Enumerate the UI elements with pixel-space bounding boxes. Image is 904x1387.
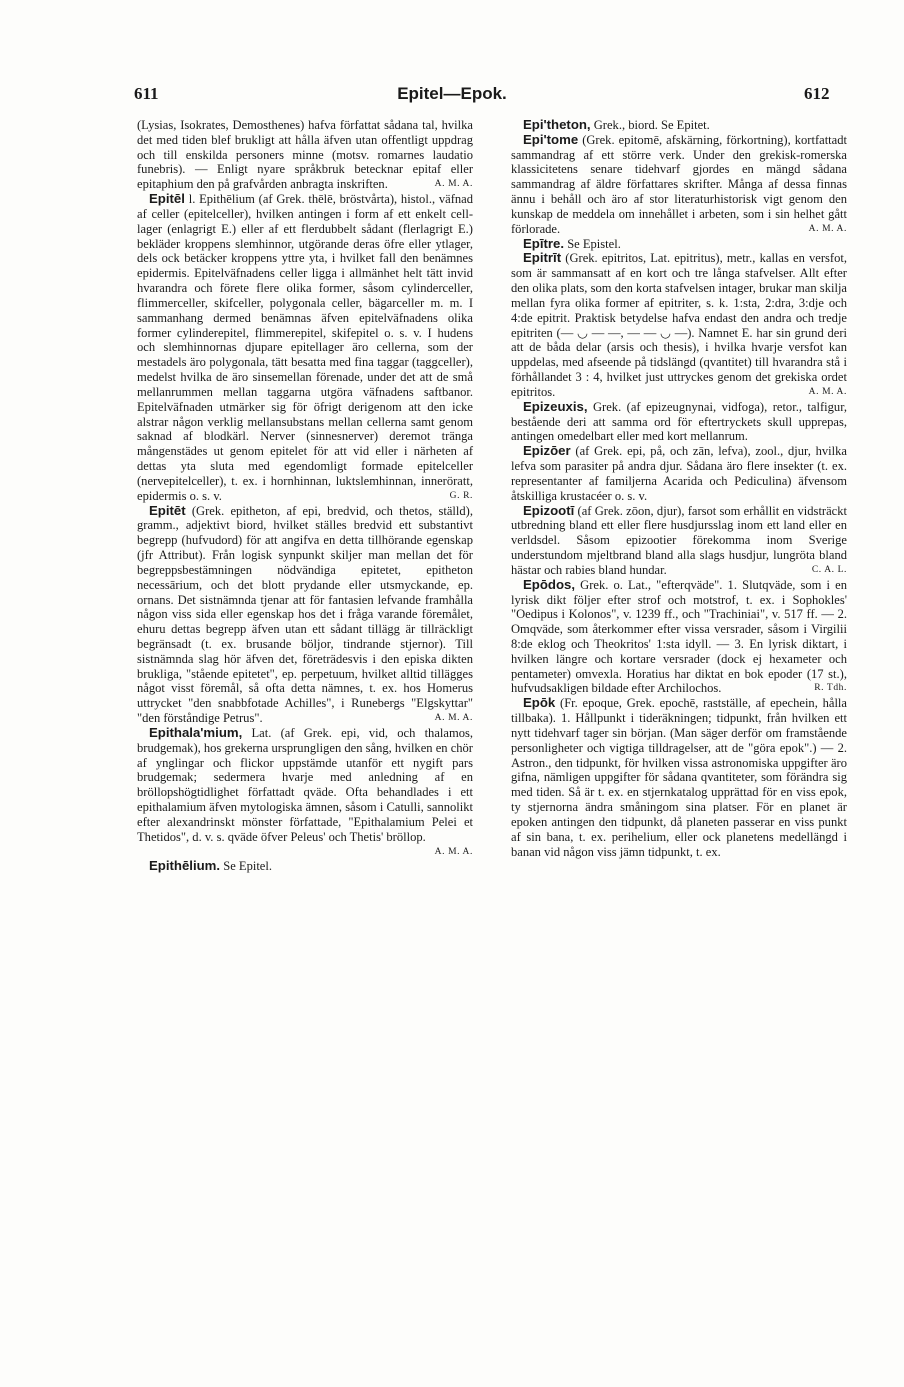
entry-epitome [511,133,847,237]
entry-text: (Lysias, Isokrates, Demosthenes) hafva författat sådana tal, hvilka det med tiden blef brukligt att hålla äfven utan offentligt uppdrag och till enskilda personers minne (motsv. romarnes laudatio funebris). — Enligt nyare språkbruk betecknar epitaf eller epitaphium den på grafvården anbragta inskriften. [137,118,473,192]
entry-text: Se Epitel. [223,859,273,874]
entry-text: (af Grek. zōon, djur), farsot som erhållit en vidsträckt utbredning bland ett eller flere husdjursslag inom ett land eller en verldsdel. Såsom epizootier förekomma inom Sverige understundom mjeltbrand bland alla slags husdjur, lungröta bland hästar och rabies bland hundar. [511,503,848,577]
entry-epizooti [511,504,847,578]
entry-epitel [137,192,473,503]
left-page-number: 611 [134,84,159,103]
right-column [511,118,847,859]
entry-epok [511,696,847,859]
entry-epitet [137,504,473,726]
author-signature: R. Tdh. [814,683,847,694]
entry-text: (af Grek. epi, på, och zān, lefva), zool., djur, hvilka lefva som parasiter på andra djur. Sådana äro flere insekter (t. ex. representanter af familjerna Acarida och Pediculina) äfvensom åtskilliga krustacéer o. s. v. [511,444,847,503]
author-signature: A. M. A. [434,713,473,724]
running-header [0,84,904,108]
header-title: Epitel—Epok. [397,84,507,103]
entry-continuation [137,118,473,192]
entry-epitre [511,237,847,252]
entry-epizoer [511,444,847,503]
entry-text: Lat. (af Grek. epi, vid, och thalamos, brudgemak), hos grekerna ursprungligen den sång, hvilken en chör af ynglingar och flickor uppstämde utanför ett nygift pars brudgemak; sedermera hvarje med anledning af en bröllopshögtidlighet författadt qväde. Ofta behandlades i ett epithalamium äfven mytologiska ämnen, såsom i Catulli, sannolikt efter alexandrinskt mönster författade, "Epithalamium Pelei et Thetidos", d. v. s. qväde öfver Peleus' och Thetis' bröllop. [137,725,474,844]
entry-text: (Grek. epitritos, Lat. epitritus), metr., kallas en versfot, som är sammansatt af en kort och tre långa stafvelser. Allt efter den olika plats, som den korta stafvelsen intager, brukar man skilja mellan fyra olika former af epitriter, s. k. 1:sta, 2:dra, 3:dje och 4:de epitrit. Praktisk betydelse hafva endast den andra och tredje epitriten (— ◡ — —, — — ◡ —). Namnet E. har sin grund deri att de båda delar (arsis och thesis), i hvilka hvarje versfot kan uppdelas, med afseende på tidslängd (qvantitet) till hvarandra stå i förhållandet 3 : 4, hvilket just uttryckes genom det grekiska ordet epitritos. [511,251,848,399]
entry-headword: Epōk [523,695,556,711]
entry-epitrit [511,251,847,399]
author-signature: A. M. A. [808,223,847,234]
entry-headword: Epitēt [149,502,186,518]
entry-epodos [511,578,847,697]
entry-headword: Epithala'mium, [149,724,243,740]
entry-text: Grek. (af epizeugnynai, vidfoga), retor., talfigur, bestående deri att samma ord för eftertryckets skull upprepas, antingen omedelbart eller med kort mellanrum. [511,399,848,444]
author-signature: G. R. [449,490,473,501]
entry-text: (Grek. epitheton, af epi, bredvid, och thetos, ställd), gramm., adjektivt biord, hvilket ställes bredvid ett substantivt begrepp (hufvudord) för att angifva en detta tillhörande egenskap (jfr Attribut). Från logisk synpunkt skiljer man mellan det för begreppsbestämningen nödvändiga epitetet, epitheton necessārium, och det blott prydande eller utsmyckande, ep. ornans. Det sistnämnda tjenar att för fantasien lefvande framhålla någon viss sida eller egenskap hos det i fråga varande föremålet, ehuru dettas begrepp äfven utan ett sådant tillägg är tillräckligt begränsadt (t. ex. brusande böljor, tindrande stjernor). Till sistnämnda slag hör äfven det, företrädesvis i den episka dikten brukliga, "stående epitetet", ep. perpetuum, hvilket alltid tillägges något visst föremål, så ofta detta nämnes, t. ex. hos Homerus uttrycket "den snabbfotade Achilles", i Runebergs "Elgskyttar" "den förståndige Petrus". [137,503,473,726]
entry-headword: Epōdos, [523,576,576,592]
entry-headword: Epithēlium. [149,858,221,874]
entry-epitheton [511,118,847,133]
entry-headword: Epi'tome [523,131,579,147]
entry-epithelium [137,859,473,874]
entry-text: (Fr. epoque, Grek. epochē, rastställe, af epechein, hålla tillbaka). 1. Hållpunkt i tideräkningen; tidpunkt, från hvilken ett nytt tidehvarf tager sin början. (Man säger derför om framstående personligheter och vigtiga tilldragelser, att de "göra epok".) — 2. Astron., den tidpunkt, för hvilken vissa astronomiska uppgifter äro gifna, nämligen uppgifter för sådana qvantiteter, som förändra sig med tiden. Så är t. ex. en stjernkatalog upprättad för en viss epok, ty stjernorna ändra småningom sina platser. För en planet är epoken antingen den tidpunkt, då planeten passerar en viss punkt af sin bana, t. ex. perihelium, eller ock planetens medellängd i banan vid någon viss jämn tidpunkt, t. ex. [511,696,847,859]
author-signature: A. M. A. [808,386,847,397]
author-signature: A. M. A. [434,179,473,190]
right-page-number: 612 [804,84,830,103]
entry-headword: Epizeuxis, [523,398,588,414]
entry-text: Se Epistel. [567,236,621,251]
author-signature: A. M. A. [434,846,473,857]
entry-text: Grek. o. Lat., "efterqväde". 1. Slutqväde, som i en lyrisk dikt följer efter strof och motstrof, t. ex. i Sophokles' "Oedipus i Kolonos", v. 1239 ff., och "Trachiniai", v. 517 ff. — 2. Omqväde, som återkommer efter vissa versrader, såsom i Virgilii 8:de eklog och Theokritos' 1:sta idyll. — 3. En lyrisk diktart, i hvilken längre och kortare versrader (dock ej hexameter och pentameter) omvexla. Horatius har diktat en bok epoder (17 st.), hufvudsakligen bildade efter Archilochos. [511,577,847,696]
entry-epizeuxis [511,400,847,444]
left-column [137,118,473,874]
entry-headword: Epizootī [523,502,575,518]
entry-text: Grek., biord. Se Epitet. [593,118,710,132]
author-signature: C. A. L. [811,564,847,575]
entry-epithalamium [137,726,473,859]
entry-headword: Epītre. [523,235,565,251]
entry-headword: Epizōer [523,443,571,459]
entry-headword: Epitēl [149,191,185,207]
entry-text: (Grek. epitomē, afskärning, förkortning), kortfattadt sammandrag af ett större verk. Under den grekisk-romerska klassicitetens senare tidehvarf gjordes en mängd sådana sammandrag af äldre författares skrifter. Många af dessa finnas ännu i behåll och äro af stor literaturhistorisk vigt genom den kunskap de meddela om innehållet i arbeten, som i sin helhet gått förlorade. [511,132,847,236]
entry-text: l. Epithēlium (af Grek. thēlē, bröstvårta), histol., väfnad af celler (epitelceller), hvilken antingen i form af ett enkelt cell-lager (enlagrigt E.) eller af ett flerdubbelt sådant (flerlagrigt E.) bekläder kroppens slemhinnor, utgörande deras öfre eller ytlager, dels ock betäcker kroppens yttre yta, i hvilket fall den benämnes epidermis. Epitelväfnadens celler ligga i allmänhet helt tätt invid hvarandra och förete flere olika former, såsom cylinderceller, flimmerceller, skifceller, polygonala celler, bägarceller m. m. I sammanhang dermed benämnas äfven epitelväfnadens olika former cylinderepitel, flimmerepitel, skifepitel o. s. v. I hudens och slemhinnornas djupare epitellager äro cellerna, som der mestadels äro polygonala, tätt besatta med fina taggar (taggceller), medelst hvilka de äro sinsemellan förenade, under det att de små mellanrummen mellan taggarna utgöra väfnadens saftbanor. Epitelväfnaden utmärker sig för öfrigt derigenom att den icke alstrar någon verklig mellansubstans mellan cellerna samt genom saknad af blodkärl. Nerver (sinnesnerver) deremot tränga mångenstädes ut genom epitelet för att vid eller i närheten af dettas yta sluta med egendomligt formade epitelceller (nervepitelceller), t. ex. i hornhinnan, luktslemhinnan, inneröratt, epidermis o. s. v. [137,192,474,503]
entry-headword: Epitrīt [523,250,562,266]
entry-headword: Epi'theton, [523,117,591,132]
